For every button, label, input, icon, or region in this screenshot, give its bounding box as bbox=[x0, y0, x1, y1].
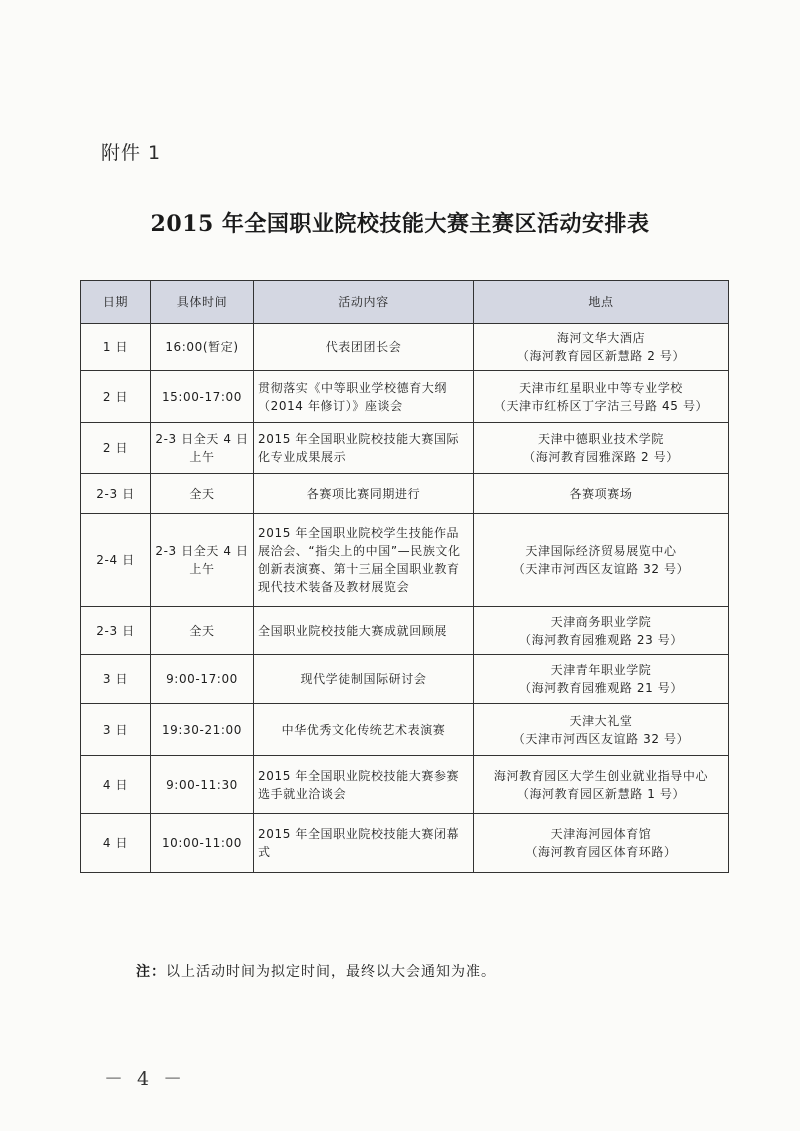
cell-time: 15:00-17:00 bbox=[151, 371, 254, 423]
table-row bbox=[81, 814, 729, 873]
cell-location bbox=[474, 756, 729, 814]
cell-activity: 各赛项比赛同期进行 bbox=[254, 474, 474, 514]
cell-location bbox=[474, 655, 729, 704]
cell-location bbox=[474, 607, 729, 655]
cell-location bbox=[474, 514, 729, 607]
cell-activity: 2015 年全国职业院校技能大赛闭幕式 bbox=[254, 814, 474, 873]
cell-time: 全天 bbox=[151, 474, 254, 514]
cell-time: 19:30-21:00 bbox=[151, 704, 254, 756]
cell-activity: 2015 年全国职业院校技能大赛参赛选手就业洽谈会 bbox=[254, 756, 474, 814]
location-name: 天津商务职业学院 bbox=[550, 614, 652, 629]
location-address: （海河教育园雅深路 2 号） bbox=[523, 450, 679, 464]
cell-time: 16:00(暂定) bbox=[151, 324, 254, 371]
table-row bbox=[81, 514, 729, 607]
location-address: （海河教育园雅观路 21 号） bbox=[519, 681, 683, 695]
table-row bbox=[81, 704, 729, 756]
cell-date: 2-3 日 bbox=[81, 607, 151, 655]
location-name: 天津市红星职业中等专业学校 bbox=[519, 380, 683, 395]
location-address: （天津市河西区友谊路 32 号） bbox=[512, 731, 690, 746]
cell-date: 1 日 bbox=[81, 324, 151, 371]
cell-time: 2-3 日全天 4 日上午 bbox=[151, 514, 254, 607]
location-name: 天津青年职业学院 bbox=[550, 663, 652, 677]
cell-location bbox=[474, 324, 729, 371]
cell-time: 9:00-11:30 bbox=[151, 756, 254, 814]
cell-date: 4 日 bbox=[81, 814, 151, 873]
location-name: 海河教育园区大学生创业就业指导中心 bbox=[493, 768, 709, 783]
footnote-label: 注： bbox=[136, 964, 166, 980]
table-row bbox=[81, 324, 729, 371]
cell-date: 4 日 bbox=[81, 756, 151, 814]
cell-activity: 贯彻落实《中等职业学校德育大纲（2014 年修订）》座谈会 bbox=[254, 371, 474, 423]
footnote bbox=[136, 961, 496, 981]
table-row bbox=[81, 655, 729, 704]
cell-activity: 中华优秀文化传统艺术表演赛 bbox=[254, 704, 474, 756]
page-number: － 4 － bbox=[104, 1068, 187, 1090]
cell-date: 2 日 bbox=[81, 371, 151, 423]
cell-date: 3 日 bbox=[81, 704, 151, 756]
cell-date: 2-3 日 bbox=[81, 474, 151, 514]
location-address: （海河教育园雅观路 23 号） bbox=[519, 632, 683, 647]
table-header-row bbox=[81, 281, 729, 324]
cell-activity: 2015 年全国职业院校学生技能作品展洽会、“指尖上的中国”—民族文化创新表演赛、第十三届全国职业教育现代技术装备及教材展览会 bbox=[254, 514, 474, 607]
cell-time: 10:00-11:00 bbox=[151, 814, 254, 873]
location-address: （天津市红桥区丁字沽三号路 45 号） bbox=[493, 398, 709, 413]
cell-location bbox=[474, 371, 729, 423]
cell-date: 3 日 bbox=[81, 655, 151, 704]
location-address: （海河教育园区新慧路 2 号） bbox=[516, 349, 686, 363]
table-row bbox=[81, 423, 729, 474]
cell-location bbox=[474, 814, 729, 873]
location-name: 天津大礼堂 bbox=[569, 713, 633, 728]
cell-time: 9:00-17:00 bbox=[151, 655, 254, 704]
cell-location bbox=[474, 474, 729, 514]
footnote-text: 以上活动时间为拟定时间，最终以大会通知为准。 bbox=[166, 964, 496, 980]
table-row bbox=[81, 474, 729, 514]
location-address: （海河教育园区新慧路 1 号） bbox=[516, 786, 686, 801]
cell-location bbox=[474, 704, 729, 756]
document-title: 2015 年全国职业院校技能大赛主赛区活动安排表 bbox=[150, 211, 650, 237]
cell-time: 2-3 日全天 4 日上午 bbox=[151, 423, 254, 474]
attachment-label: 附件 1 bbox=[101, 142, 162, 164]
cell-activity: 现代学徒制国际研讨会 bbox=[254, 655, 474, 704]
table-row bbox=[81, 756, 729, 814]
cell-activity: 全国职业院校技能大赛成就回顾展 bbox=[254, 607, 474, 655]
location-name: 天津海河园体育馆 bbox=[550, 827, 652, 841]
cell-location bbox=[474, 423, 729, 474]
location-address: （天津市河西区友谊路 32 号） bbox=[512, 562, 690, 576]
schedule-table bbox=[80, 280, 729, 873]
location-name: 天津中德职业技术学院 bbox=[537, 432, 664, 446]
location-address: （海河教育园区体育环路） bbox=[525, 845, 677, 859]
cell-activity: 2015 年全国职业院校技能大赛国际化专业成果展示 bbox=[254, 423, 474, 474]
location-name: 天津国际经济贸易展览中心 bbox=[525, 544, 677, 558]
cell-activity: 代表团团长会 bbox=[254, 324, 474, 371]
header-date: 日期 bbox=[81, 281, 151, 324]
header-time: 具体时间 bbox=[151, 281, 254, 324]
table-row bbox=[81, 607, 729, 655]
cell-date: 2 日 bbox=[81, 423, 151, 474]
location-name: 各赛项赛场 bbox=[569, 486, 633, 501]
header-location: 地点 bbox=[474, 281, 729, 324]
location-name: 海河文华大酒店 bbox=[556, 331, 646, 345]
cell-time: 全天 bbox=[151, 607, 254, 655]
header-activity: 活动内容 bbox=[254, 281, 474, 324]
cell-date: 2-4 日 bbox=[81, 514, 151, 607]
table-row bbox=[81, 371, 729, 423]
